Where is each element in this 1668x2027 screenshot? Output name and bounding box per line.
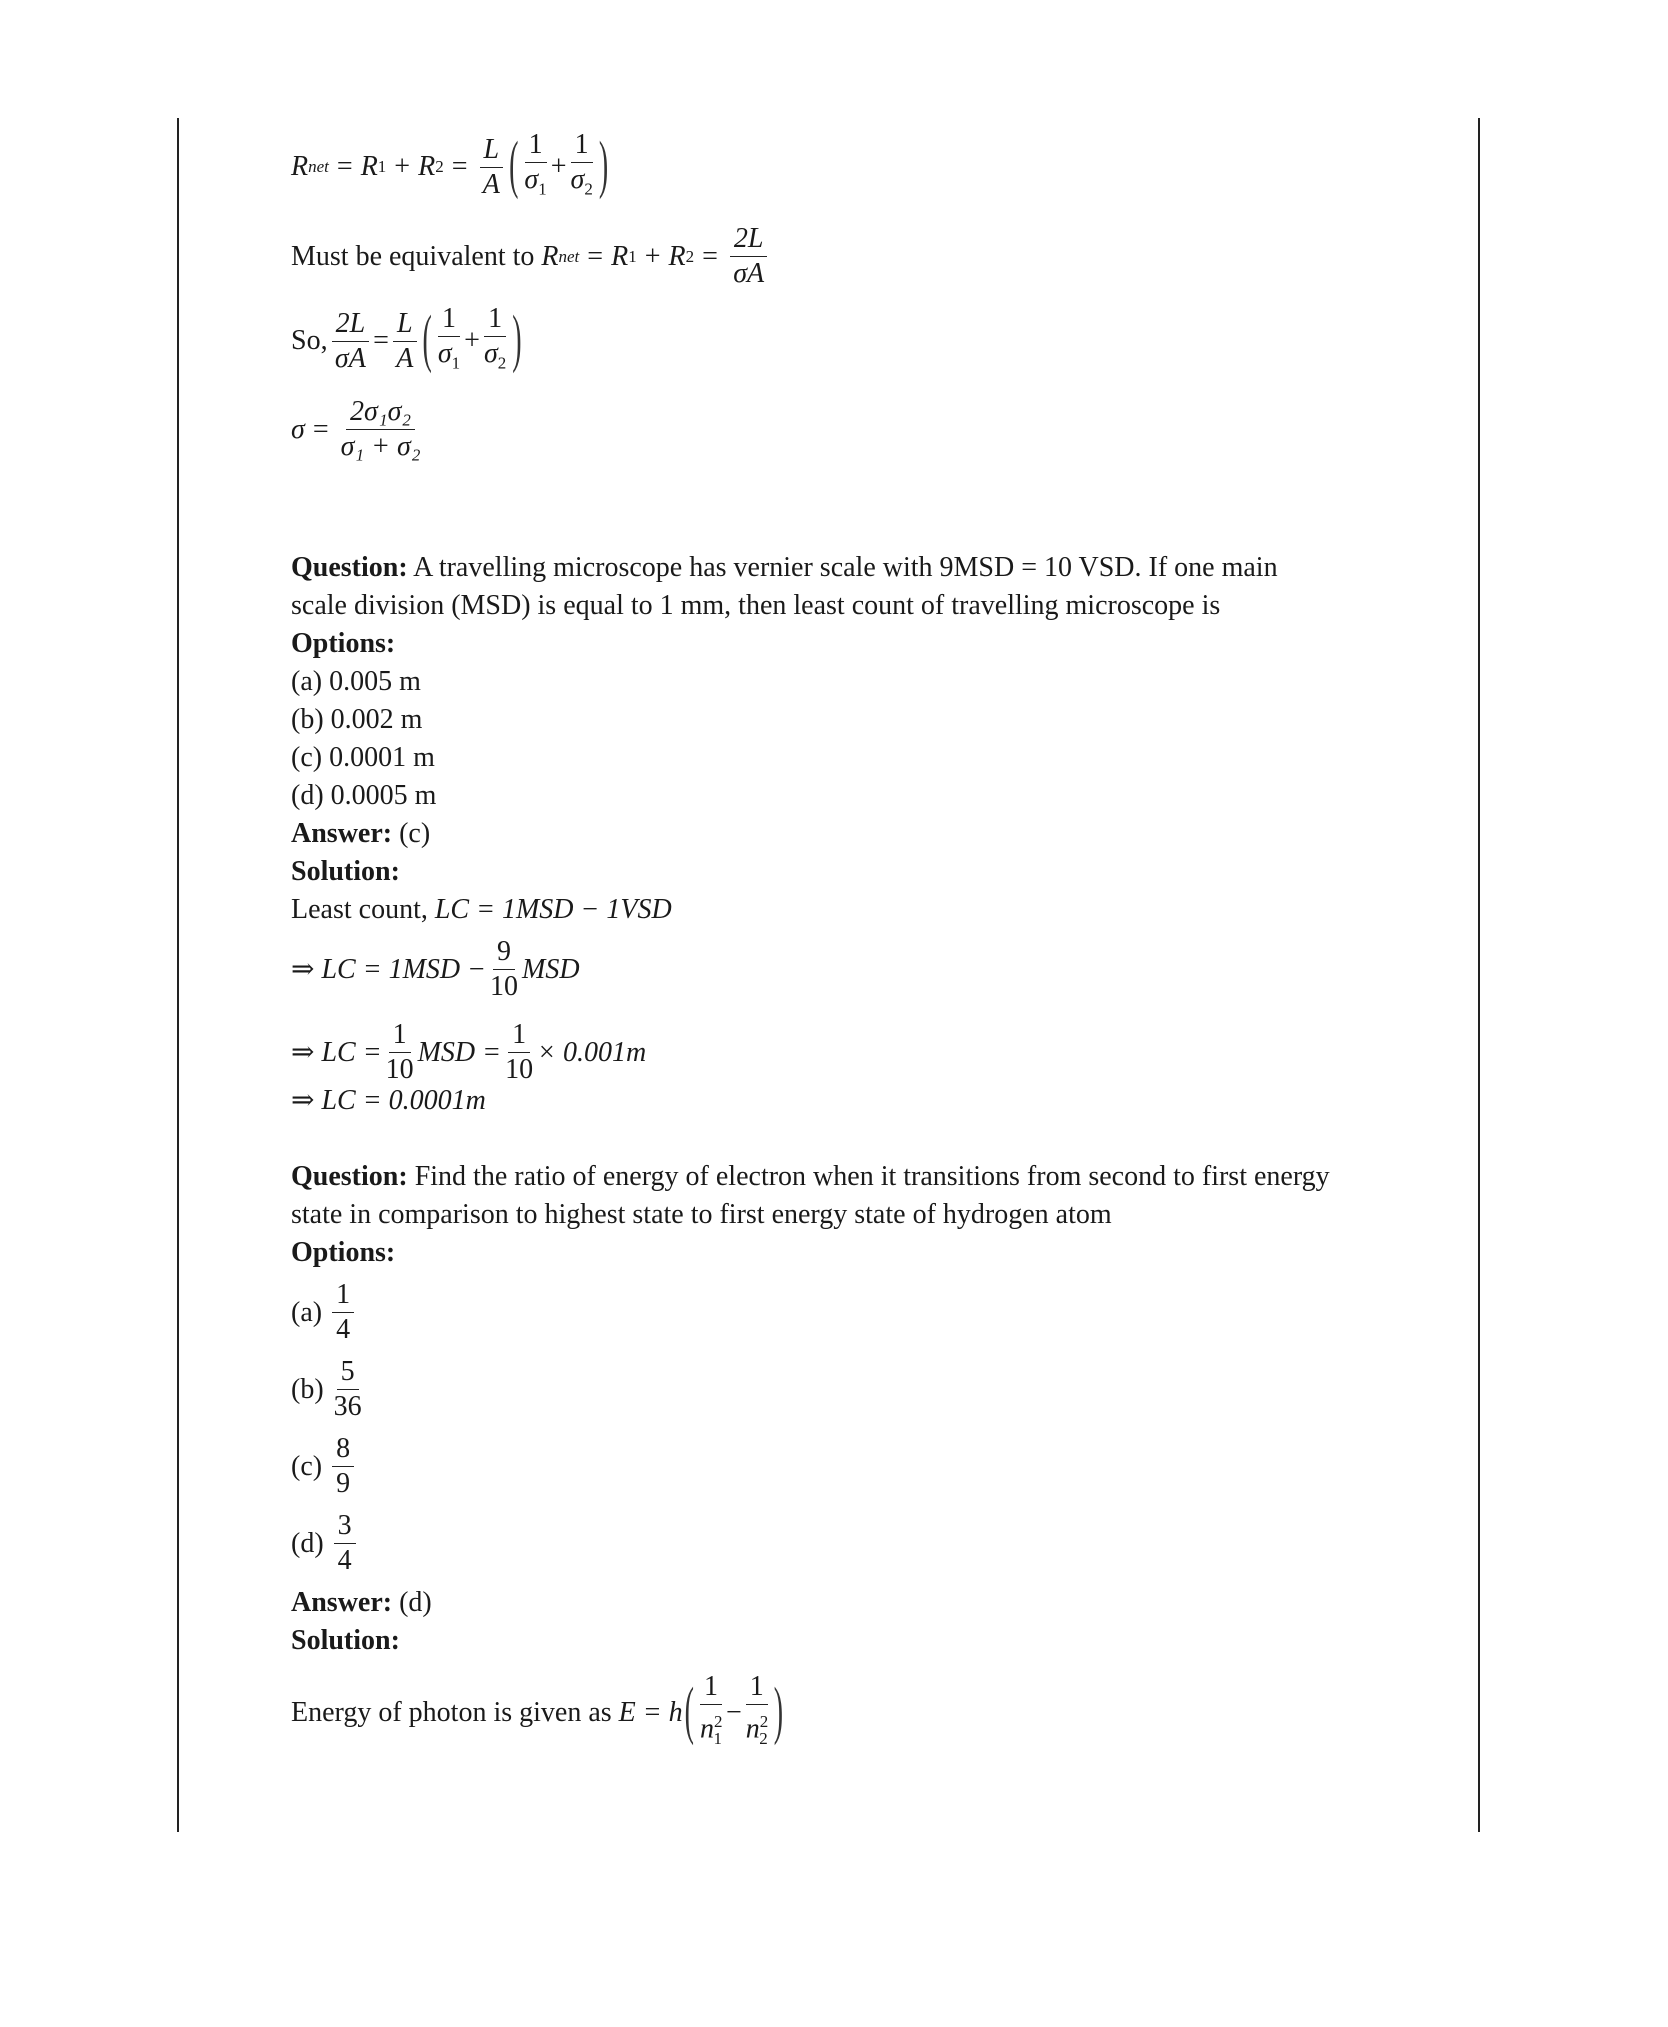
options-label: Options: <box>291 628 396 659</box>
fraction: $\frac{1}{10}$ <box>505 1019 534 1085</box>
option-b: (b) $\frac{5}{36}$ <box>291 1356 362 1422</box>
eq-op: = <box>373 325 389 357</box>
fraction: $\frac{\text{2σ₁σ₂}}{\text{σ₁ + σ₂}}$ <box>340 396 421 462</box>
eq-sub: 2 <box>435 157 444 177</box>
solution-line: ⇒ LC = 0.0001m <box>291 1085 486 1116</box>
eq-term: R <box>611 240 629 272</box>
eq-text: Must be equivalent to <box>291 240 535 272</box>
fraction: $\frac{2L}{\sigma A}$ <box>730 222 768 291</box>
fraction: $\frac{1}{\sigma_2}$ <box>483 303 507 373</box>
option-a: (a) $\frac{1}{4}$ <box>291 1278 358 1347</box>
eq-term: R <box>668 240 686 272</box>
fraction: $\frac{L}{A}$ <box>393 307 417 376</box>
fraction: $\frac{1}{n^2_1}$ <box>700 1671 723 1748</box>
equation-sigma <box>291 395 425 464</box>
eq-op: = <box>336 151 353 183</box>
fraction: $\frac{1}{n^2_2}$ <box>745 1671 769 1748</box>
fraction: $\frac{2L}{\sigma A}$ <box>332 307 370 376</box>
eq-text: So, <box>291 325 328 357</box>
eq-op: = <box>587 240 604 272</box>
option-b: (b) 0.002 m <box>291 704 423 735</box>
option-d: (d) 0.0005 m <box>291 780 437 811</box>
paren-open: ( <box>422 304 432 376</box>
option-d: (d) $\frac{3}{4}$ <box>291 1509 360 1578</box>
equation-so <box>291 302 524 381</box>
left-border <box>177 118 179 1832</box>
question-1 <box>291 549 1278 929</box>
answer: Answer: (c) <box>291 818 431 849</box>
eq-op: + <box>644 240 661 272</box>
eq-sub: 1 <box>628 246 637 266</box>
right-border <box>1478 118 1480 1832</box>
fraction: $\frac{1}{10}$ <box>385 1019 414 1085</box>
question-2 <box>291 1158 1330 1272</box>
eq-sub: 2 <box>685 246 695 266</box>
question-text: Question: A travelling microscope has vernier scale with 9MSD = 10 VSD. If one main <box>291 552 1278 583</box>
eq-term: R <box>291 151 309 183</box>
option-c: (c) $\frac{8}{9}$ <box>291 1432 358 1501</box>
equation-rnet-sum <box>291 128 610 207</box>
eq-term: R <box>418 151 436 183</box>
fraction: $\frac{1}{\sigma_2}$ <box>570 129 593 199</box>
option-a: (a) 0.005 m <box>291 666 421 697</box>
question-text-line2: scale division (MSD) is equal to 1 mm, then least count of travelling microscope is <box>291 590 1221 621</box>
eq-op: + <box>464 325 480 357</box>
eq-op: + <box>394 151 411 183</box>
solution-line: ⇒ LC = 1MSD − $\frac{9}{10}$ MSD <box>291 936 580 1002</box>
eq-term: R <box>360 151 378 183</box>
eq-op: = <box>702 240 718 272</box>
paren-close: ) <box>598 130 609 202</box>
fraction: $\frac{1}{\sigma_1}$ <box>524 129 547 199</box>
eq-sub: 1 <box>377 157 387 177</box>
paren-open: ( <box>509 130 519 202</box>
question-text: Question: Find the ratio of energy of electron when it transitions from second to first energy <box>291 1161 1330 1192</box>
equation-equivalent <box>291 222 771 291</box>
eq-sub: net <box>558 246 580 266</box>
eq-op: − <box>726 1696 742 1728</box>
eq-op: + <box>550 151 567 183</box>
solution-line: ⇒ LC = $\frac{1}{10}$ MSD = $\frac{1}{10}$ × 0.001m <box>291 1019 647 1085</box>
fraction: $\frac{9}{10}$ <box>490 936 519 1002</box>
solution-line: Energy of photon is given as E = h ( $\frac{1}{n^2_1}$ − $\frac{1}{n^2_2}$ ) <box>291 1670 785 1756</box>
question-text-line2: state in comparison to highest state to first energy state of hydrogen atom <box>291 1199 1112 1230</box>
options-label: Options: <box>291 1237 396 1268</box>
paren-close: ) <box>512 304 522 376</box>
solution-label: Solution: <box>291 1625 400 1656</box>
eq-op: = <box>312 413 329 445</box>
paren-open: ( <box>684 1676 694 1748</box>
answer: Answer: (d) <box>291 1587 432 1618</box>
solution-label: Solution: <box>291 856 400 887</box>
fraction: $\frac{1}{\sigma_1}$ <box>437 303 461 373</box>
fraction: $\frac{L}{A}$ <box>480 133 504 202</box>
solution-line: Least count, LC = 1MSD − 1VSD <box>291 894 672 925</box>
eq-term: R <box>541 240 559 272</box>
option-c: (c) 0.0001 m <box>291 742 435 773</box>
paren-close: ) <box>773 1676 784 1748</box>
eq-sub: net <box>308 157 329 177</box>
eq-term: σ <box>291 413 305 445</box>
eq-op: = <box>451 151 468 183</box>
